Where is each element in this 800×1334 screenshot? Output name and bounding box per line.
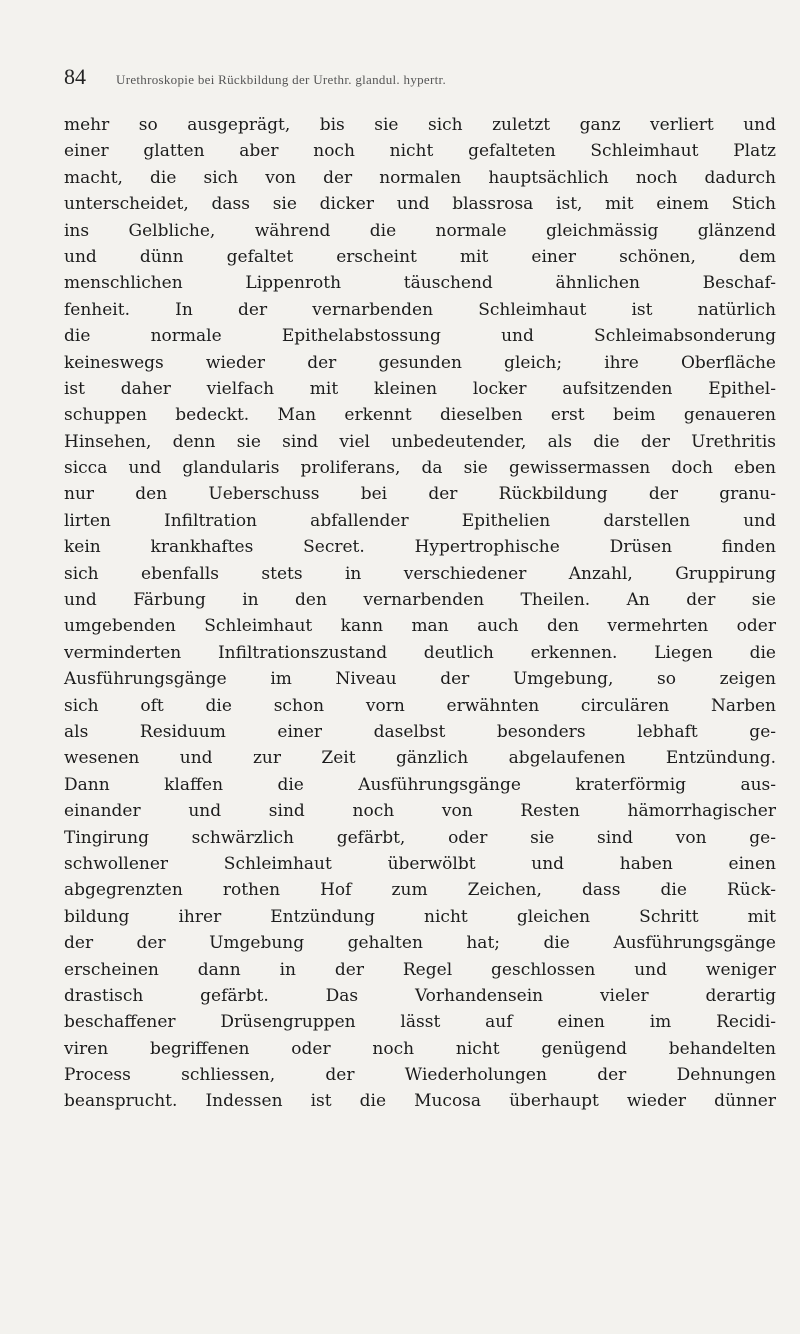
text-line: verminderten Infiltrationszustand deutlich erkennen. Liegen die [64, 642, 776, 663]
text-line: keineswegs wieder der gesunden gleich; ihre Oberfläche [64, 352, 776, 373]
text-line: schwollener Schleimhaut überwölbt und haben einen [64, 853, 776, 874]
text-line: Process schliessen, der Wiederholungen der Dehnungen [64, 1065, 776, 1086]
text-line: einander und sind noch von Resten hämorrhagischer [64, 801, 776, 822]
text-line: kein krankhaftes Secret. Hypertrophische Drüsen finden [64, 537, 776, 558]
text-line: Ausführungsgänge im Niveau der Umgebung, so zeigen [64, 669, 776, 690]
text-line: ins Gelbliche, während die normale gleichmässig glänzend [64, 220, 776, 241]
text-line: sich ebenfalls stets in verschiedener Anzahl, Gruppirung [64, 563, 776, 584]
text-line: erscheinen dann in der Regel geschlossen und weniger [64, 959, 776, 980]
text-line: nur den Ueberschuss bei der Rückbildung der granu- [64, 484, 776, 505]
text-line: und Färbung in den vernarbenden Theilen. An der sie [64, 590, 776, 611]
text-line: sich oft die schon vorn erwähnten circulären Narben [64, 695, 776, 716]
text-line: ist daher vielfach mit kleinen locker aufsitzenden Epithel- [64, 378, 776, 399]
text-line: mehr so ausgeprägt, bis sie sich zuletzt ganz verliert und [64, 115, 776, 135]
text-line: als Residuum einer daselbst besonders lebhaft ge- [64, 721, 776, 742]
text-line: menschlichen Lippenroth täuschend ähnlichen Beschaf- [64, 273, 776, 294]
text-line: drastisch gefärbt. Das Vorhandensein vieler derartig [64, 985, 776, 1006]
text-line: wesenen und zur Zeit gänzlich abgelaufenen Entzündung. [64, 748, 776, 769]
text-line: lirten Infiltration abfallender Epithelien darstellen und [64, 510, 776, 531]
body-text [64, 112, 776, 1115]
text-line: einer glatten aber noch nicht gefalteten Schleimhaut Platz [64, 141, 776, 162]
text-line: schuppen bedeckt. Man erkennt dieselben erst beim genaueren [64, 405, 776, 426]
text-line: Hinsehen, denn sie sind viel unbedeutender, als die der Urethritis [64, 431, 776, 452]
text-line: beschaffener Drüsengruppen lässt auf einen im Recidi- [64, 1012, 776, 1033]
text-line: Tingirung schwärzlich gefärbt, oder sie sind von ge- [64, 827, 776, 848]
text-line: beansprucht. Indessen ist die Mucosa überhaupt wieder dünner [64, 1091, 776, 1112]
text-line: umgebenden Schleimhaut kann man auch den vermehrten oder [64, 616, 776, 637]
text-line: viren begriffenen oder noch nicht genügend behandelten [64, 1038, 776, 1059]
text-line: sicca und glandularis proliferans, da sie gewissermassen doch eben [64, 458, 776, 479]
text-line: Dann klaffen die Ausführungsgänge kraterförmig aus- [64, 774, 776, 795]
text-line: macht, die sich von der normalen hauptsächlich noch dadurch [64, 167, 776, 188]
page-number: 84 [64, 64, 86, 89]
text-line: der der Umgebung gehalten hat; die Ausführungsgänge [64, 933, 776, 954]
running-head [64, 64, 764, 92]
text-line: fenheit. In der vernarbenden Schleimhaut ist natürlich [64, 299, 776, 320]
text-line: abgegrenzten rothen Hof zum Zeichen, dass die Rück- [64, 880, 776, 901]
text-line: unterscheidet, dass sie dicker und blassrosa ist, mit einem Stich [64, 194, 776, 215]
text-line: bildung ihrer Entzündung nicht gleichen Schritt mit [64, 906, 776, 927]
text-line: die normale Epithelabstossung und Schleimabsonderung [64, 326, 776, 347]
text-line: und dünn gefaltet erscheint mit einer schönen, dem [64, 246, 776, 267]
running-title: Urethroskopie bei Rückbildung der Urethr. glandul. hypertr. [116, 72, 446, 87]
